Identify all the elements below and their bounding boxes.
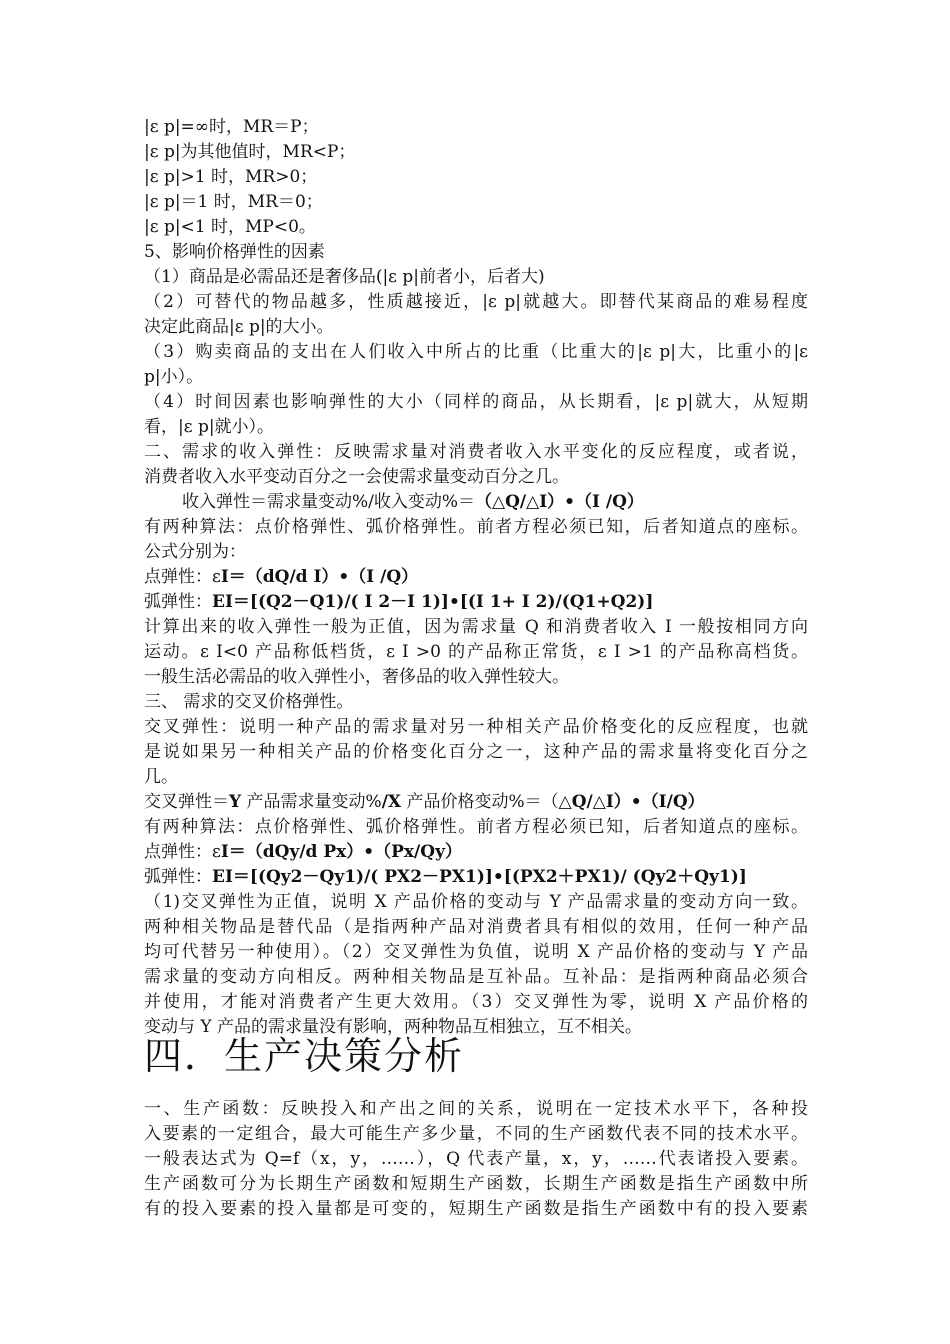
text-segment: 决定此商品|ε p|的大小。 <box>144 317 334 337</box>
text-segment: 交叉弹性＝ <box>144 792 229 812</box>
text-block-production <box>144 1097 808 1222</box>
text-segment: 5、影响价格弹性的因素 <box>144 242 325 262</box>
text-line <box>144 715 808 740</box>
text-line <box>144 890 808 915</box>
text-block-elasticity <box>144 115 808 1040</box>
text-segment: 并使用，才能对消费者产生更大效用。（3）交叉弹性为零，说明 X 产品价格的 <box>144 992 808 1012</box>
text-line <box>144 465 808 490</box>
text-segment: 弧弹性： <box>144 867 212 887</box>
text-line <box>144 290 808 315</box>
text-line <box>144 440 808 465</box>
text-segment: 三、 需求的交叉价格弹性。 <box>144 692 354 712</box>
text-segment: 一、生产函数：反映投入和产出之间的关系，说明在一定技术水平下，各种投 <box>144 1099 808 1119</box>
formula-text: △Q/△I）•（I/Q） <box>558 792 705 812</box>
text-segment: 二、需求的收入弹性：反映需求量对消费者收入水平变化的反应程度，或者说， <box>144 442 808 462</box>
text-segment: 有的投入要素的投入量都是可变的，短期生产函数是指生产函数中有的投入要素 <box>144 1199 808 1219</box>
text-segment: （4）时间因素也影响弹性的大小（同样的商品，从长期看，|ε p|就大，从短期 <box>144 392 808 412</box>
formula-text: I＝（dQ/d I）•（I /Q） <box>220 567 419 587</box>
text-segment: 产品价格变动%＝（ <box>401 792 559 812</box>
text-segment: 点弹性：ε <box>144 567 221 587</box>
text-segment: （2）可替代的物品越多，性质越接近，|ε p|就越大。即替代某商品的难易程度 <box>144 292 808 312</box>
text-line <box>144 990 808 1015</box>
text-segment: 消费者收入水平变动百分之一会使需求量变动百分之几。 <box>144 467 569 487</box>
text-segment: 交叉弹性：说明一种产品的需求量对另一种相关产品价格变化的反应程度，也就 <box>144 717 808 737</box>
text-line <box>144 615 808 640</box>
document-page <box>144 115 808 1222</box>
text-line <box>144 140 808 165</box>
text-segment: 收入弹性＝需求量变动%/收入变动%＝ <box>182 492 476 512</box>
text-segment: 是说如果另一种相关产品的价格变化百分之一，这种产品的需求量将变化百分之 <box>144 742 808 762</box>
text-line <box>144 915 808 940</box>
text-segment: 一般表达式为 Q=f（x，y，……），Q 代表产量，x，y，……代表诸投入要素。 <box>144 1149 808 1169</box>
text-line <box>144 215 808 240</box>
text-segment: 有两种算法：点价格弹性、弧价格弹性。前者方程必须已知，后者知道点的座标。 <box>144 817 808 837</box>
text-line <box>144 540 808 565</box>
text-line <box>144 490 808 515</box>
text-segment: |ε p|＝1 时，MR＝0； <box>144 192 323 212</box>
formula-text: I＝（dQy/d Px）•（Px/Qy） <box>220 842 462 862</box>
text-segment: （1)交叉弹性为正值，说明 X 产品价格的变动与 Y 产品需求量的变动方向一致。 <box>144 892 808 912</box>
text-segment: p|小）。 <box>144 367 204 387</box>
formula-text: /X <box>381 792 402 812</box>
text-segment: 入要素的一定组合，最大可能生产多少量，不同的生产函数代表不同的技术水平。 <box>144 1124 808 1144</box>
text-line <box>144 1097 808 1122</box>
text-line <box>144 340 808 365</box>
text-line <box>144 740 808 765</box>
text-line <box>144 640 808 665</box>
text-segment: 变动与 Y 产品的需求量没有影响，两种物品互相独立，互不相关。 <box>144 1017 643 1037</box>
text-line <box>144 265 808 290</box>
text-line <box>144 515 808 540</box>
text-segment: 弧弹性： <box>144 592 212 612</box>
formula-text: Y <box>229 792 242 812</box>
text-segment: 两种相关物品是替代品（是指两种产品对消费者具有相似的效用，任何一种产品 <box>144 917 808 937</box>
text-line <box>144 565 808 590</box>
text-segment: |ε p|<1 时，MP<0。 <box>144 217 316 237</box>
text-line <box>144 690 808 715</box>
text-line <box>144 115 808 140</box>
text-segment: 有两种算法：点价格弹性、弧价格弹性。前者方程必须已知，后者知道点的座标。 <box>144 517 808 537</box>
text-segment: 点弹性：ε <box>144 842 221 862</box>
text-line <box>144 365 808 390</box>
text-line <box>144 815 808 840</box>
text-segment: 运动。ε I<0 产品称低档货，ε I >0 的产品称正常货，ε I >1 的产品称高档货。 <box>144 642 808 662</box>
text-line <box>144 940 808 965</box>
text-segment: 一般生活必需品的收入弹性小，奢侈品的收入弹性较大。 <box>144 667 569 687</box>
text-line <box>144 790 808 815</box>
text-segment: 均可代替另一种使用）。（2）交叉弹性为负值，说明 X 产品价格的变动与 Y 产品 <box>144 942 808 962</box>
text-segment: 计算出来的收入弹性一般为正值，因为需求量 Q 和消费者收入 I 一般按相同方向 <box>144 617 808 637</box>
text-line <box>144 240 808 265</box>
text-segment: （1）商品是必需品还是奢侈品(|ε p|前者小，后者大) <box>144 267 545 287</box>
formula-text: EI＝[(Q2－Q1)/( I 2－I 1)]•[(I 1+ I 2)/(Q1+Q2)] <box>212 592 654 612</box>
text-line <box>144 1172 808 1197</box>
text-segment: （3）购卖商品的支出在人们收入中所占的比重（比重大的|ε p|大，比重小的|ε <box>144 342 808 362</box>
section-heading: 四．生产决策分析 <box>144 1034 465 1078</box>
formula-text: （△Q/△I）•（I /Q） <box>475 492 644 512</box>
text-segment: 看，|ε p|就小）。 <box>144 417 275 437</box>
text-segment: 公式分别为： <box>144 542 246 562</box>
text-segment: 生产函数可分为长期生产函数和短期生产函数，长期生产函数是指生产函数中所 <box>144 1174 808 1194</box>
text-line <box>144 190 808 215</box>
text-line <box>144 315 808 340</box>
text-segment: 需求量的变动方向相反。两种相关物品是互补品。互补品：是指两种商品必须合 <box>144 967 808 987</box>
text-segment: |ε p|=∞时，MR＝P； <box>144 117 319 137</box>
text-line <box>144 1147 808 1172</box>
text-line <box>144 1122 808 1147</box>
text-segment: 产品需求量变动% <box>241 792 382 812</box>
text-segment: 几。 <box>144 767 178 787</box>
text-segment: |ε p|为其他值时，MR<P； <box>144 142 356 162</box>
text-line <box>144 665 808 690</box>
text-line <box>144 1197 808 1222</box>
text-line <box>144 965 808 990</box>
text-segment: |ε p|>1 时，MR>0； <box>144 167 318 187</box>
formula-text: EI＝[(Qy2－Qy1)/( PX2－PX1)]•[(PX2＋PX1)/ (Qy2＋Qy1)] <box>212 867 747 887</box>
text-line <box>144 390 808 415</box>
text-line <box>144 165 808 190</box>
text-line <box>144 415 808 440</box>
text-line <box>144 765 808 790</box>
text-line <box>144 590 808 615</box>
text-line <box>144 865 808 890</box>
spacer <box>144 1078 808 1097</box>
text-line <box>144 840 808 865</box>
